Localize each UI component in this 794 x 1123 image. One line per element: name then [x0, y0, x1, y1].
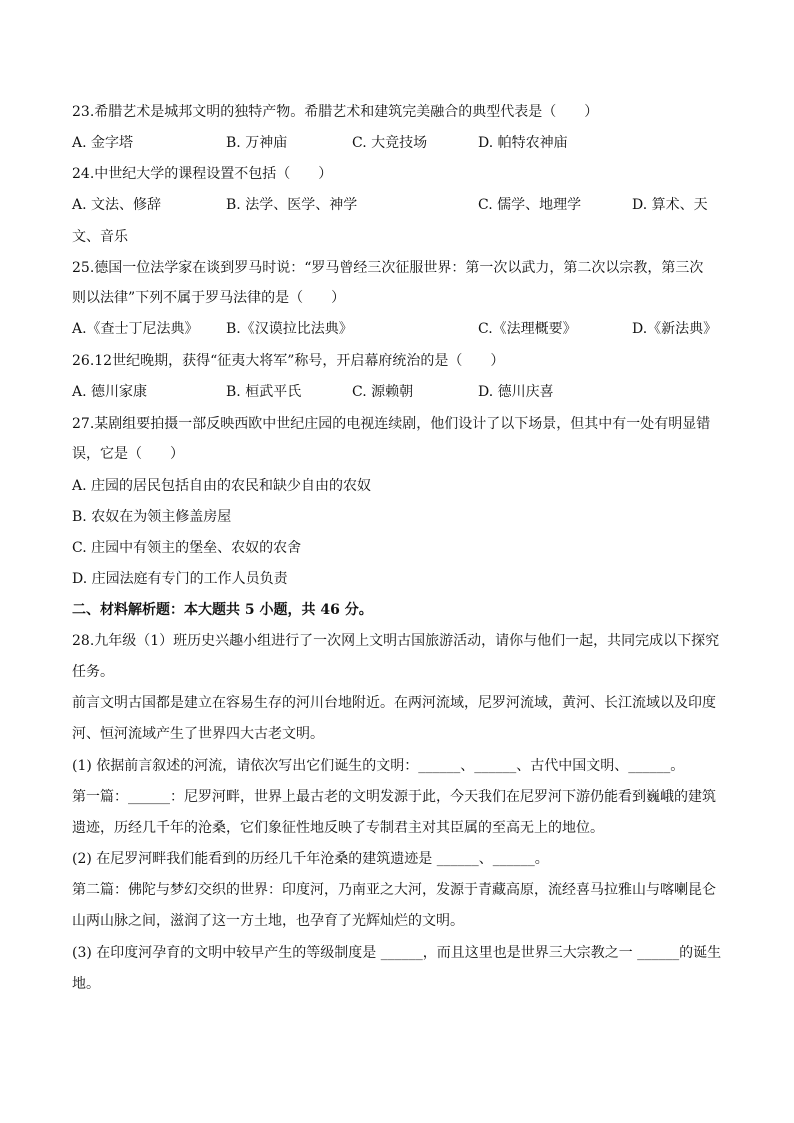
- question-28-chapter-2-line2: 山两山脉之间，滋润了这一方土地，也孕育了光辉灿烂的文明。: [72, 913, 464, 929]
- q26-option-a: A. 德川家康: [72, 384, 148, 400]
- question-24-option-d-cont: 文、音乐: [72, 229, 128, 245]
- q26-option-b: B. 桓武平氏: [226, 384, 302, 400]
- question-25-stem-line2: 则以法律”下列不属于罗马法律的是（ ）: [72, 290, 346, 306]
- q24-option-a: A. 文法、修辞: [72, 197, 162, 213]
- question-23-stem: 23.希腊艺术是城邦文明的独特产物。希腊艺术和建筑完美融合的典型代表是（ ）: [72, 104, 599, 120]
- question-28-part-2: (2) 在尼罗河畔我们能看到的历经几千年沧桑的建筑遗迹是 ______、______。: [72, 851, 549, 867]
- question-28-chapter-2-line1: 第二篇：佛陀与梦幻交织的世界：印度河，乃南亚之大河，发源于青藏高原，流经喜马拉雅山与喀喇昆仑: [72, 882, 716, 898]
- q27-option-d: D. 庄园法庭有专门的工作人员负责: [72, 571, 288, 587]
- q25-option-c: C.《法理概要》: [478, 321, 577, 337]
- question-23-options: [72, 133, 722, 153]
- question-28-preface-line1: 前言文明古国都是建立在容易生存的河川台地附近。在两河流域，尼罗河流域，黄河、长江流域以及印度: [72, 695, 716, 711]
- question-28-part-3-line1: (3) 在印度河孕育的文明中较早产生的等级制度是 ______，而且这里也是世界三大宗教之一 ______的诞生: [72, 945, 722, 961]
- section-2-heading: 二、材料解析题：本大题共 5 小题，共 46 分。: [72, 602, 373, 618]
- question-27-stem-line2: 误，它是（ ）: [72, 446, 184, 462]
- question-28-chapter-1-line1: 第一篇：______：尼罗河畔，世界上最古老的文明发源于此，今天我们在尼罗河下游仍能看到巍峨的建筑: [72, 789, 716, 805]
- question-25-stem-line1: 25.德国一位法学家在谈到罗马时说：“罗马曾经三次征服世界：第一次以武力，第二次以宗教，第三次: [72, 260, 704, 276]
- q24-option-c: C. 儒学、地理学: [478, 197, 582, 213]
- q27-option-b: B. 农奴在为领主修盖房屋: [72, 509, 232, 525]
- q23-option-b: B. 万神庙: [226, 135, 288, 151]
- question-28-part-1: (1) 依据前言叙述的河流，请依次写出它们诞生的文明：______、______、古代中国文明、______。: [72, 758, 685, 774]
- question-28-intro-line2: 任务。: [72, 664, 114, 680]
- question-26-stem: 26.12世纪晚期，获得“征夷大将军”称号，开启幕府统治的是（ ）: [72, 353, 505, 369]
- q26-option-d: D. 德川庆喜: [478, 384, 554, 400]
- q23-option-c: C. 大竞技场: [352, 135, 428, 151]
- q23-option-d: D. 帕特农神庙: [478, 135, 568, 151]
- question-28-intro-line1: 28.九年级（1）班历史兴趣小组进行了一次网上文明古国旅游活动，请你与他们一起，共同完成以下探究: [72, 633, 720, 649]
- q24-option-b: B. 法学、医学、神学: [226, 197, 358, 213]
- question-28-part-3-line2: 地。: [72, 976, 100, 992]
- question-28-chapter-1-line2: 遗迹，历经几千年的沧桑，它们象征性地反映了专制君主对其臣属的至高无上的地位。: [72, 820, 604, 836]
- q25-option-d: D.《新法典》: [632, 321, 718, 337]
- question-26-options: [72, 382, 722, 402]
- question-27-stem-line1: 27.某剧组要拍摄一部反映西欧中世纪庄园的电视连续剧，他们设计了以下场景，但其中有一处有明显错: [72, 416, 711, 432]
- q24-option-d: D. 算术、天: [632, 197, 708, 213]
- q25-option-a: A.《查士丁尼法典》: [72, 321, 199, 337]
- q27-option-c: C. 庄园中有领主的堡垒、农奴的农舍: [72, 540, 302, 556]
- question-25-options: [72, 319, 722, 339]
- q27-option-a: A. 庄园的居民包括自由的农民和缺少自由的农奴: [72, 478, 372, 494]
- question-28-preface-line2: 河、恒河流域产生了世界四大古老文明。: [72, 726, 324, 742]
- q25-option-b: B.《汉谟拉比法典》: [226, 321, 353, 337]
- q23-option-a: A. 金字塔: [72, 135, 134, 151]
- q26-option-c: C. 源赖朝: [352, 384, 414, 400]
- question-24-stem: 24.中世纪大学的课程设置不包括（ ）: [72, 166, 333, 182]
- question-24-options: [72, 195, 722, 215]
